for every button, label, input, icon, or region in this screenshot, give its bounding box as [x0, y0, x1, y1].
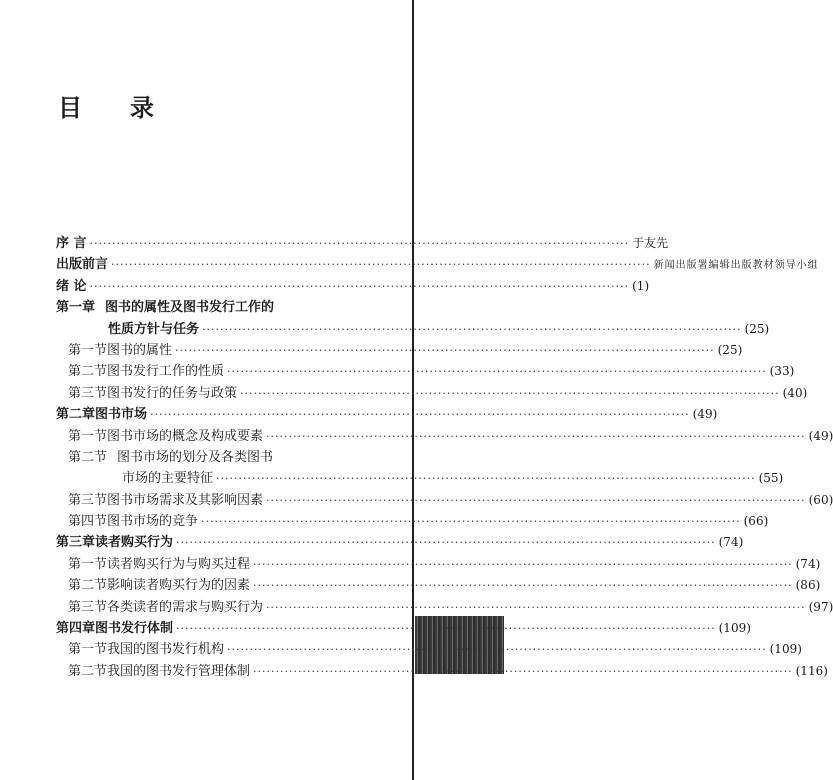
toc-leader-dots: ························································································································	[176, 622, 716, 636]
toc-entry-page: (40)	[782, 385, 808, 400]
title-char-1: 目	[58, 93, 84, 122]
toc-entry-title: 图书市场的竞争	[107, 514, 199, 530]
toc-entry-label: 第二章	[56, 407, 96, 423]
toc-entry-page: (86)	[795, 578, 821, 593]
toc-entry	[56, 553, 821, 574]
toc-entry-label: 绪 论	[56, 278, 87, 294]
toc-entry-page: (25)	[744, 321, 770, 336]
toc-entry-page: (55)	[758, 471, 784, 486]
toc-entry	[56, 403, 718, 424]
toc-entry-title: 读者购买行为	[95, 535, 174, 551]
toc-leader-dots: ························································································································	[202, 322, 742, 336]
toc-entry-title: 读者购买行为与购买过程	[107, 556, 251, 572]
toc-entry	[56, 638, 802, 659]
toc-entry-label: 第二节	[68, 449, 108, 465]
toc-entry-page: (25)	[717, 342, 743, 357]
toc-leader-dots: ························································································································	[227, 365, 767, 379]
toc-entry	[56, 617, 751, 638]
toc-entry-page: (49)	[808, 428, 833, 443]
toc-entry-page: (33)	[769, 364, 795, 379]
toc-entry-title: 我国的图书发行机构	[107, 642, 225, 658]
toc-entry-title: 图书发行工作的性质	[107, 364, 225, 380]
toc-entry	[56, 446, 406, 467]
toc-entry	[56, 489, 833, 510]
toc-entry	[56, 382, 808, 403]
toc-entry-title: 图书市场需求及其影响因素	[107, 492, 264, 508]
toc-entry	[56, 660, 828, 681]
toc-leader-dots: ························································································································	[89, 237, 630, 250]
toc-entry	[56, 467, 784, 488]
toc-entry-label: 第一节	[68, 556, 108, 572]
toc-entry	[56, 596, 833, 617]
toc-leader-dots: ························································································································	[253, 557, 793, 571]
toc-leader-dots: ························································································································	[240, 386, 780, 400]
toc-entry	[56, 574, 821, 595]
toc-entry-page: (66)	[743, 514, 769, 529]
toc-entry-title: 图书市场	[95, 407, 148, 423]
toc-leader-dots: ························································································································	[227, 643, 767, 657]
toc-entry-page: (49)	[692, 407, 718, 422]
toc-entry-page: (74)	[718, 535, 744, 550]
toc-entry	[56, 510, 769, 531]
toc-entry	[56, 253, 819, 274]
toc-entry	[56, 531, 744, 552]
toc-entry-page: 于友先	[632, 236, 669, 250]
toc-entry-label: 第一节	[68, 642, 108, 658]
toc-entry-page: 新闻出版署编辑出版教材领导小组	[653, 260, 819, 272]
toc-entry-label: 第三节	[68, 385, 108, 401]
toc-entry-page: (1)	[632, 278, 650, 293]
toc-leader-dots: ························································································································	[266, 493, 806, 507]
toc-entry-label: 序 言	[56, 236, 87, 251]
toc-entry	[56, 232, 669, 253]
toc-entry	[56, 318, 770, 339]
toc-entry	[56, 425, 833, 446]
toc-entry-label: 第二节	[68, 578, 108, 594]
toc-entry-title: 图书发行体制	[95, 621, 174, 637]
toc-leader-dots: ························································································································	[89, 279, 630, 293]
toc-entry-title: 我国的图书发行管理体制	[107, 663, 251, 679]
toc-entry-title: 图书市场的划分及各类图书	[117, 449, 274, 465]
toc-entry-title: 性质方针与任务	[108, 321, 200, 337]
toc-entry-page: (116)	[795, 663, 828, 678]
toc-entry-label: 第一节	[68, 342, 108, 358]
toc-entry-label: 第三节	[68, 599, 108, 615]
toc-entry-page: (60)	[808, 492, 833, 507]
toc-entry	[56, 339, 743, 360]
toc-entry	[56, 360, 795, 381]
toc-entry-label: 第一节	[68, 428, 108, 444]
toc-entry-label: 第四章	[56, 621, 96, 637]
toc-entry-title: 各类读者的需求与购买行为	[107, 599, 264, 615]
toc-entry-page: (74)	[795, 556, 821, 571]
toc-entry-title: 图书的属性	[107, 342, 173, 358]
toc-entry	[56, 275, 650, 296]
toc-entry-title: 影响读者购买行为的因素	[107, 578, 251, 594]
toc-entry-label: 第四节	[68, 514, 108, 530]
toc-entry	[56, 296, 406, 317]
toc-leader-dots: ························································································································	[266, 429, 806, 443]
toc-leader-dots: ························································································································	[253, 579, 793, 593]
toc-entry-title: 图书发行的任务与政策	[107, 385, 238, 401]
toc-entry-label: 第三章	[56, 535, 96, 551]
toc-leader-dots: ························································································································	[150, 408, 690, 422]
toc-leader-dots: ························································································································	[266, 600, 806, 614]
toc-entry-label: 第二节	[68, 663, 108, 679]
toc-entry-label: 出版前言	[56, 257, 109, 273]
toc-leader-dots: ························································································································	[253, 664, 793, 678]
toc-entry-title: 图书的属性及图书发行工作的	[105, 300, 275, 316]
toc-entry-label: 第二节	[68, 364, 108, 380]
toc-entry-title: 市场的主要特征	[122, 471, 214, 487]
toc-leader-dots: ························································································································	[111, 258, 651, 272]
toc-entry-label: 第一章	[56, 300, 96, 316]
toc-leader-dots: ························································································································	[176, 536, 716, 550]
toc-entry-label: 第三节	[68, 492, 108, 508]
toc-entry-page: (109)	[718, 621, 751, 636]
toc-entry-title: 图书市场的概念及构成要素	[107, 428, 264, 444]
toc-entry-page: (109)	[769, 642, 802, 657]
toc-entry-page: (97)	[808, 599, 833, 614]
toc-leader-dots: ························································································································	[216, 472, 756, 486]
table-of-contents	[56, 232, 833, 681]
toc-leader-dots: ························································································································	[201, 515, 741, 529]
title-char-2: 录	[130, 93, 156, 122]
toc-leader-dots: ························································································································	[175, 343, 715, 357]
